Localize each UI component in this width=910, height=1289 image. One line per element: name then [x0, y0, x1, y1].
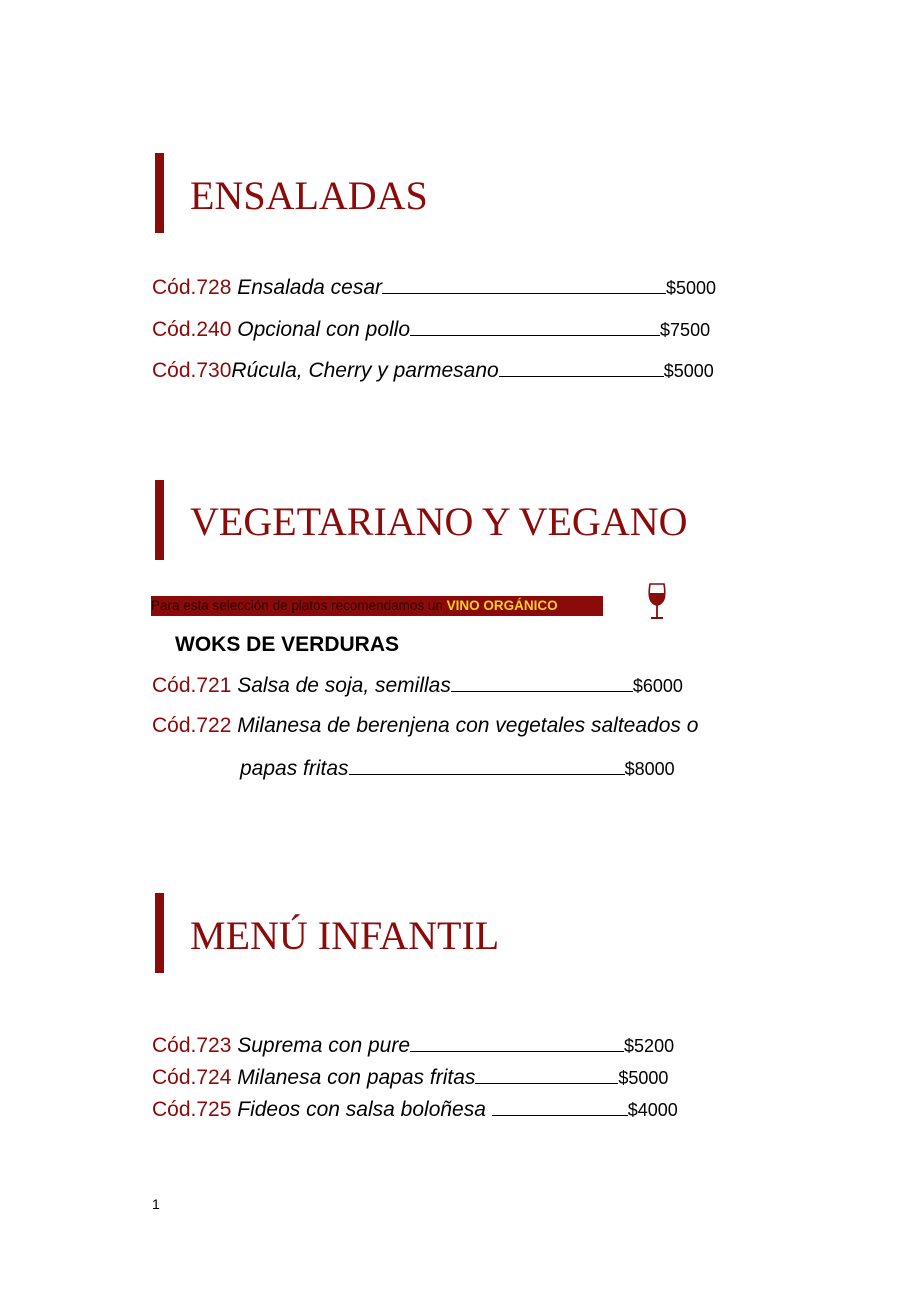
menu-item-728: [152, 277, 716, 298]
item-price: $5000: [618, 1068, 669, 1088]
menu-item-722: [152, 715, 698, 736]
item-leader-line: [410, 1051, 624, 1052]
item-name: Milanesa con papas fritas: [237, 1066, 476, 1089]
item-name: Suprema con pure: [237, 1034, 411, 1057]
item-price: $5000: [666, 278, 717, 298]
item-leader-line: [382, 293, 666, 294]
item-leader-line: [410, 335, 660, 336]
item-code: Cód.721: [152, 674, 232, 697]
menu-item-730: [152, 360, 714, 381]
item-code: Cód.730: [152, 359, 232, 382]
item-leader-line: [349, 774, 625, 775]
menu-item-723: [152, 1035, 674, 1056]
item-code: Cód.728: [152, 276, 232, 299]
item-leader-line: [492, 1115, 628, 1116]
item-name: Salsa de soja, semillas: [237, 674, 451, 697]
item-name: Rúcula, Cherry y parmesano: [231, 359, 499, 382]
section-bar-ensaladas: [155, 153, 164, 233]
section-title-ensaladas: ENSALADAS: [190, 173, 428, 218]
item-price: $5000: [663, 361, 714, 381]
item-name: Milanesa de berenjena con vegetales salteados o: [237, 714, 699, 737]
note-highlight: VINO ORGÁNICO: [446, 598, 558, 613]
section-bar-infantil: [155, 893, 164, 973]
item-price: $8000: [624, 759, 675, 779]
note-text: Para esta selección de platos recomendamos un: [151, 598, 447, 613]
menu-item-721: [152, 675, 683, 696]
section-bar-vegetariano: [155, 480, 164, 560]
item-name: Ensalada cesar: [237, 276, 383, 299]
item-price: $6000: [632, 676, 683, 696]
item-code: Cód.724: [152, 1066, 232, 1089]
menu-item-725: [152, 1099, 678, 1120]
section-title-vegetariano: VEGETARIANO Y VEGANO: [190, 499, 688, 544]
menu-item-722-continuation: [240, 758, 675, 779]
item-code: Cód.240: [152, 318, 232, 341]
item-leader-line: [475, 1083, 618, 1084]
menu-item-724: [152, 1067, 668, 1088]
item-leader-line: [499, 376, 664, 377]
item-price: $5200: [624, 1036, 675, 1056]
item-name: Fideos con salsa boloñesa: [237, 1098, 492, 1121]
item-code: Cód.725: [152, 1098, 232, 1121]
wine-recommendation-note: [151, 596, 603, 616]
item-price: $4000: [627, 1100, 678, 1120]
item-code: Cód.723: [152, 1034, 232, 1057]
subheading-woks: WOKS DE VERDURAS: [175, 633, 400, 656]
item-name-line2: papas fritas: [240, 757, 349, 780]
section-title-infantil: MENÚ INFANTIL: [190, 913, 500, 958]
item-code: Cód.722: [152, 714, 232, 737]
item-price: $7500: [660, 320, 711, 340]
page-number: 1: [152, 1196, 160, 1212]
wine-glass-icon: [645, 582, 669, 622]
item-leader-line: [451, 691, 633, 692]
item-name: Opcional con pollo: [237, 318, 411, 341]
menu-item-240: [152, 319, 710, 340]
